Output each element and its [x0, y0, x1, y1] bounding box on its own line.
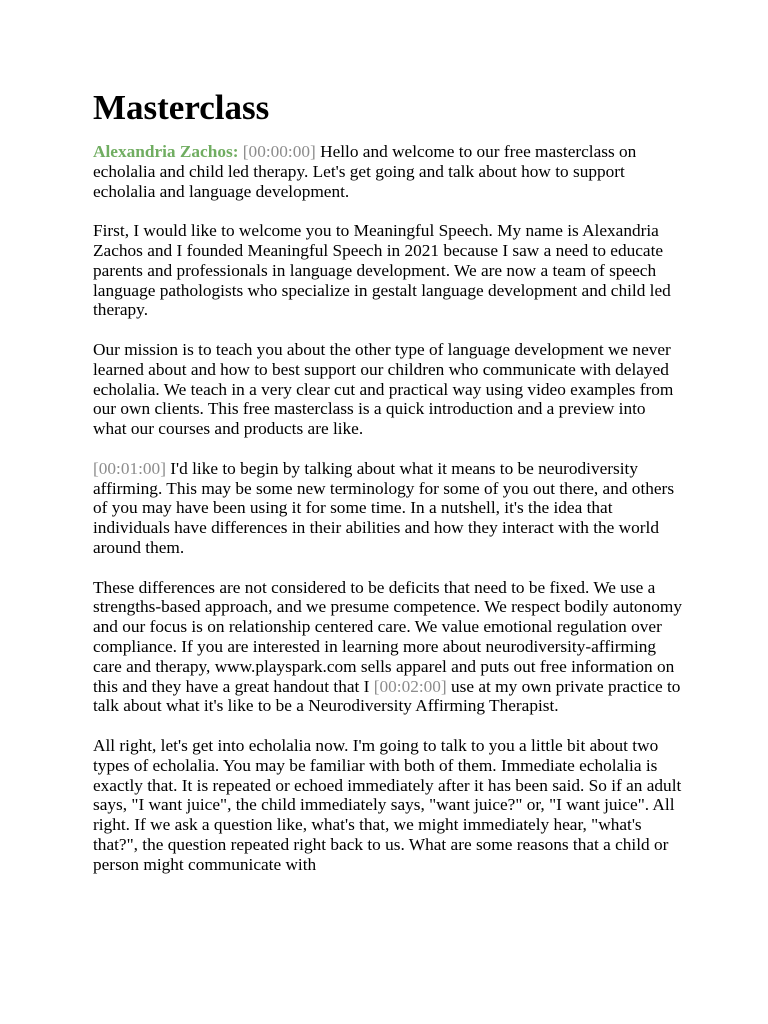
paragraph-text: First, I would like to welcome you to Meaningful Speech. My name is Alexandria Zachos and I founded Meaningful Speech in 2021 because I saw a need to educate parents and professionals in language development. We are now a team of speech language pathologists who specialize in gestalt language development and child led therapy. [93, 221, 671, 320]
transcript-paragraph-2 [93, 221, 683, 320]
timestamp-link[interactable]: [00:00:00] [242, 142, 316, 161]
speaker-name: Alexandria Zachos: [93, 142, 239, 161]
transcript-paragraph-4 [93, 459, 683, 558]
paragraph-text: All right, let's get into echolalia now. I'm going to talk to you a little bit about two types of echolalia. You may be familiar with both of them. Immediate echolalia is exactly that. It is repeated or echoed immediately after it has been said. So if an adult says, "I want juice", the child immediately says, "want juice?" or, "I want juice". All right. If we ask a question like, what's that, we might immediately hear, "what's that?", the question repeated right back to us. What are some reasons that a child or person might communicate with [93, 735, 682, 874]
paragraph-text: use at my own private practice to talk about what it's like to be a Neurodiversity Affirming Therapist. [93, 676, 681, 716]
transcript-paragraph-1 [93, 142, 683, 201]
timestamp-link[interactable]: [00:02:00] [373, 676, 447, 696]
timestamp-link[interactable]: [00:01:00] [93, 458, 166, 478]
transcript-paragraph-3 [93, 340, 683, 439]
transcript-paragraph-6 [93, 736, 683, 875]
transcript-paragraph-5 [93, 578, 683, 717]
document-title: Masterclass [93, 88, 270, 127]
document-page [93, 88, 683, 894]
paragraph-text: I'd like to begin by talking about what it means to be neurodiversity affirming. This may be some new terminology for some of you out there, and others of you may have been using it for some time. In a nutshell, it's the idea that individuals have differences in their abilities and how they interact with the world around them. [93, 458, 675, 557]
paragraph-text: Hello and welcome to our free masterclass on echolalia and child led therapy. Let's get going and talk about how to support echolalia and language development. [93, 142, 637, 201]
paragraph-text: Our mission is to teach you about the other type of language development we never learned about and how to best support our children who communicate with delayed echolalia. We teach in a very clear cut and practical way using video examples from our own clients. This free masterclass is a quick introduction and a preview into what our courses and products are like. [93, 339, 674, 439]
paragraph-text: These differences are not considered to be deficits that need to be fixed. We use a strengths-based approach, and we presume competence. We respect bodily autonomy and our focus is on relationship centered care. We value emotional regulation over compliance. If you are interested in learning more about neurodiversity-affirming care and therapy, www.playspark.com sells apparel and puts out free information on this and they have a great handout that I [93, 577, 683, 696]
